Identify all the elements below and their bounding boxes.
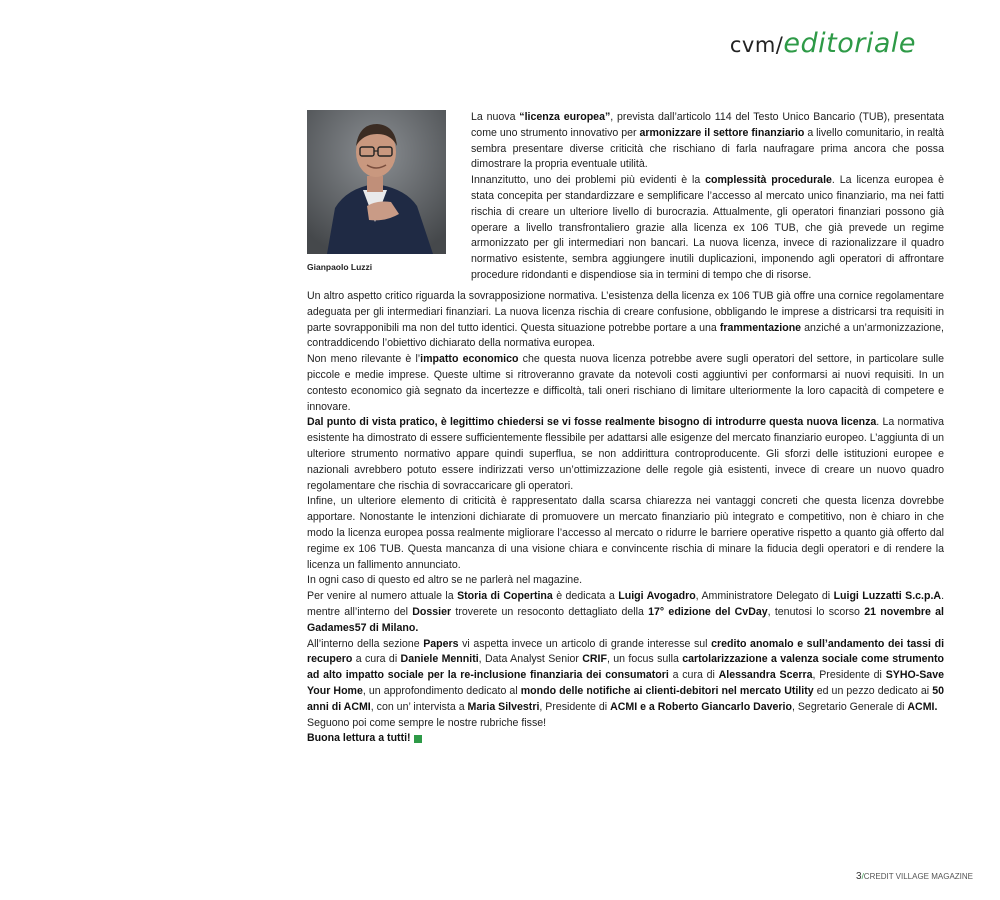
page-number: 3: [856, 871, 862, 882]
paragraph: La nuova “licenza europea”, prevista dall’articolo 114 del Testo Unico Bancario (TUB), presentata come uno strumento innovativo per armonizzare il settore finanziario a livello comunitario, in realtà sembra presentare diverse criticità che rischiano di farla naufragare prima ancora che possa dimostrare la propria eventuale utilità.: [471, 111, 944, 171]
paragraph: All’interno della sezione Papers vi aspetta invece un articolo di grande interesse sul credito anomalo e sull’andamento dei tassi di recupero a cura di Daniele Menniti, Data Analyst Senior CRIF, un focus sulla cartolarizzazione a valenza sociale come strumento ad alto impatto sociale per la re-inclusione finanziaria dei consumatori a cura di Alessandra Scerra, Presidente di SYHO-Save Your Home, un approfondimento dedicato al mondo delle notifiche ai clienti-debitori nel mercato Utility ed un pezzo dedicato ai 50 anni di ACMI, con un’ intervista a Maria Silvestri, Presidente di ACMI e a Roberto Giancarlo Daverio, Segretario Generale di ACMI.: [307, 637, 945, 713]
magazine-prefix: cvm/: [729, 33, 784, 57]
end-mark-icon: [414, 735, 422, 743]
paragraph: Buona lettura a tutti!: [307, 731, 944, 747]
paragraph: Dal punto di vista pratico, è legittimo chiedersi se vi fosse realmente bisogno di introdurre questa nuova licenza. La normativa esistente ha dimostrato di essere sufficientemente flessibile per adattarsi alle esigenze del mercato finanziario europeo. L’aggiunta di un ulteriore strumento normativo appare quindi superflua, se non addirittura controproducente. Gli sforzi delle istituzioni europee e nazionali avrebbero potuto essere indirizzati verso un’ottimizzazione delle regole già esistenti, invece di creare un nuovo quadro regolamentare che rischia di sovraccaricare gli operatori.: [307, 416, 944, 492]
paragraph: In ogni caso di questo ed altro se ne parlerà nel magazine.: [307, 574, 583, 587]
section-header: [730, 28, 916, 59]
paragraph: Innanzitutto, uno dei problemi più evidenti è la complessità procedurale. La licenza europea è stata concepita per standardizzare e semplificare l’accesso al mercato unico finanziario, ma nei fatti rischia di creare un ulteriore livello di burocrazia. Attualmente, gli operatori finanziari possono già operare a livello transfrontaliero grazie alla licenza ex 106 TUB, che già prevede un regime armonizzato per gli intermediari non bancari. La nuova licenza, invece di razionalizzare il quadro normativo esistente, sembra aggiungere inutili duplicazioni, imponendo agli operatori di affrontare procedure ridondanti e dispendiose sia in termini di tempo che di risorse.: [471, 174, 944, 281]
magazine-name: CREDIT VILLAGE MAGAZINE: [863, 872, 974, 881]
paragraph: Seguono poi come sempre le nostre rubriche fisse!: [307, 716, 547, 729]
section-title: editoriale: [783, 28, 916, 59]
paragraph: Non meno rilevante è l’impatto economico che questa nuova licenza potrebbe avere sugli operatori del settore, in particolare sulle piccole e medie imprese. Queste ultime si ritroveranno gravate da notevoli costi aggiuntivi per conformarsi ai nuovi requisiti. In un contesto economico già segnato da incertezze e difficoltà, tali oneri rischiano di limitare ulteriormente la loro capacità di competere e innovare.: [307, 353, 945, 413]
paragraph: Infine, un ulteriore elemento di criticità è rappresentato dalla scarsa chiarezza nei vantaggi concreti che questa licenza dovrebbe apportare. Nonostante le intenzioni dichiarate di promuovere un mercato finanziario più integrato e competitivo, non è chiaro in che modo la licenza europea possa realmente migliorare l’accesso al mercato o ridurre le barriere operative rispetto a quanto già offerto dal regime ex 106 TUB. Questa mancanza di una visione chiara e convincente rischia di minare la fiducia degli operatori e di rendere la licenza un fallimento annunciato.: [307, 495, 944, 571]
body-text: [307, 289, 944, 747]
author-photo: [307, 110, 446, 254]
paragraph: Un altro aspetto critico riguarda la sovrapposizione normativa. L’esistenza della licenza ex 106 TUB già offre una cornice regolamentare adeguata per gli intermediari finanziari. La nuova licenza rischia di creare confusione, obbligando le imprese a districarsi tra requisiti in parte sovrapponibili ma non del tutto identici. Questa situazione potrebbe portare a una frammentazione anziché a un’armonizzazione, contraddicendo l’obiettivo dichiarato della normativa europea.: [307, 290, 944, 350]
paragraph: Per venire al numero attuale la Storia di Copertina è dedicata a Luigi Avogadro, Amministratore Delegato di Luigi Luzzatti S.c.p.A. mentre all’interno del Dossier troverete un resoconto dettagliato della 17° edizione del CvDay, tenutosi lo scorso 21 novembre al Gadames57 di Milano.: [307, 590, 945, 634]
photo-caption: Gianpaolo Luzzi: [307, 262, 373, 272]
intro-text: [471, 110, 944, 284]
page-footer: 3/CREDIT VILLAGE MAGAZINE: [856, 871, 974, 882]
